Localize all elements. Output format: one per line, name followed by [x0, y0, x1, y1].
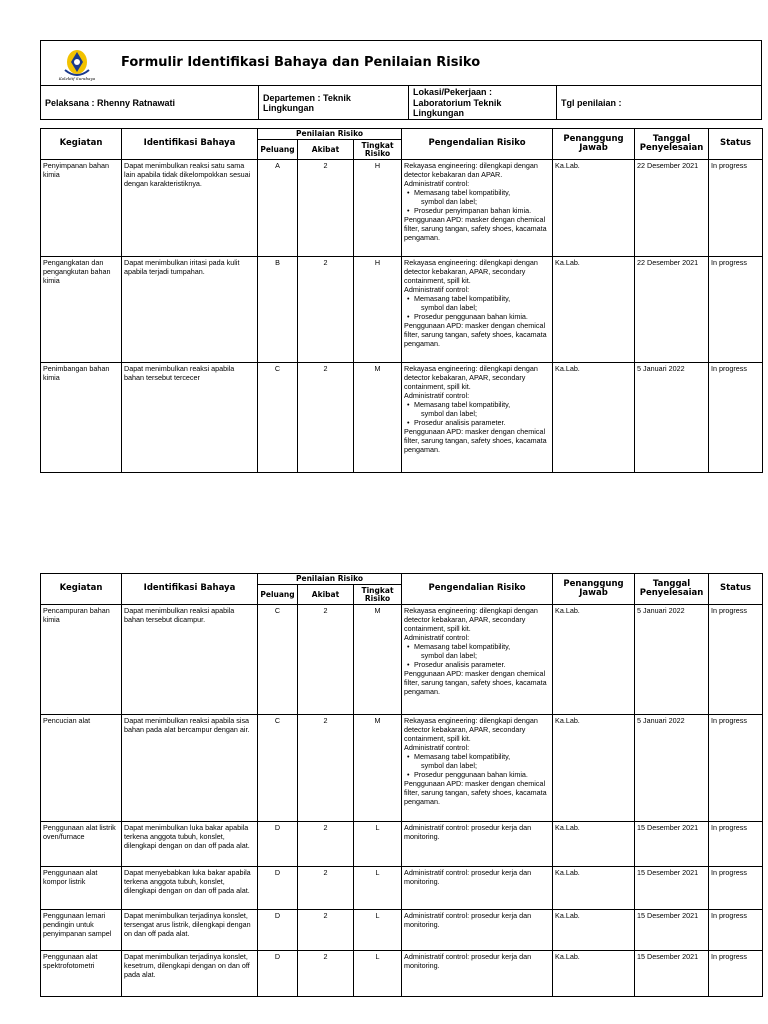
table-row	[41, 257, 763, 363]
pelaksana: Pelaksana : Rhenny Ratnawati	[41, 86, 259, 120]
col-kegiatan: Kegiatan	[41, 129, 122, 160]
cell-pj: Ka.Lab.	[553, 605, 635, 715]
cell-bahaya: Dapat menimbulkan reaksi apabila bahan tersebut tercecer	[122, 363, 258, 473]
cell-status: In progress	[709, 605, 763, 715]
cell-pengendalian	[402, 363, 553, 473]
cell-kegiatan: Penimbangan bahan kimia	[41, 363, 122, 473]
cell-status: In progress	[709, 822, 763, 867]
cell-tingkat: M	[354, 605, 402, 715]
logo-caption: Kolektif Surabaya	[58, 76, 96, 81]
table-row	[41, 951, 763, 997]
cell-pengendalian	[402, 257, 553, 363]
ctrl-engineering: Rekayasa engineering: dilengkapi dengan detector kebakaran, APAR, secondary containment, spill kit.	[404, 258, 538, 286]
cell-status: In progress	[709, 363, 763, 473]
cell-akibat: 2	[298, 160, 354, 257]
cell-kegiatan: Pencampuran bahan kimia	[41, 605, 122, 715]
ctrl-admin: Administratif control:	[404, 633, 470, 643]
form-title: Formulir Identifikasi Bahaya dan Penilaian Risiko	[121, 55, 481, 70]
cell-tingkat: H	[354, 257, 402, 363]
ctrl-engineering: Rekayasa engineering: dilengkapi dengan detector kebakaran, APAR, secondary containment, spill kit.	[404, 716, 538, 744]
cell-status: In progress	[709, 160, 763, 257]
cell-pj: Ka.Lab.	[553, 951, 635, 997]
cell-tingkat: M	[354, 363, 402, 473]
cell-pengendalian	[402, 605, 553, 715]
cell-kegiatan: Penyimpanan bahan kimia	[41, 160, 122, 257]
ctrl-bullet-cont: symbol dan label;	[421, 651, 477, 661]
cell-pj: Ka.Lab.	[553, 160, 635, 257]
cell-bahaya: Dapat menimbulkan terjadinya konslet, kesetrum, dilengkapi dengan on dan off pada alat.	[122, 951, 258, 997]
cell-bahaya: Dapat menyebabkan luka bakar apabila terkena anggota tubuh, konslet, dilengkapi dengan on dan off pada alat.	[122, 867, 258, 910]
ctrl-apd: Penggunaan APD: masker dengan chemical filter, sarung tangan, safety shoes, kacamata pengaman.	[404, 779, 547, 807]
cell-pj: Ka.Lab.	[553, 867, 635, 910]
ctrl-admin: Administratif control:	[404, 391, 470, 401]
cell-pengendalian: Administratif control: prosedur kerja dan monitoring.	[402, 822, 553, 867]
info-row	[41, 85, 761, 120]
col-status: Status	[709, 574, 763, 605]
cell-tingkat: H	[354, 160, 402, 257]
cell-peluang: C	[258, 363, 298, 473]
table-row	[41, 363, 763, 473]
cell-tingkat: L	[354, 822, 402, 867]
cell-pengendalian: Administratif control: prosedur kerja dan monitoring.	[402, 910, 553, 951]
ctrl-bullet: • Prosedur analisis parameter.	[404, 660, 550, 669]
col-status: Status	[709, 129, 763, 160]
table-row	[41, 822, 763, 867]
cell-pengendalian: Administratif control: prosedur kerja dan monitoring.	[402, 951, 553, 997]
table-row	[41, 910, 763, 951]
ctrl-bullet: • Memasang tabel kompatibility,	[404, 752, 550, 761]
cell-pengendalian: Administratif control: prosedur kerja dan monitoring.	[402, 867, 553, 910]
table-row	[41, 605, 763, 715]
cell-status: In progress	[709, 715, 763, 822]
col-penilaian: Penilaian Risiko	[258, 574, 402, 585]
table-row	[41, 867, 763, 910]
cell-bahaya: Dapat menimbulkan reaksi satu sama lain apabila tidak dikelompokkan sesuai dengan karakteristiknya.	[122, 160, 258, 257]
col-peluang: Peluang	[258, 140, 298, 160]
ctrl-bullet-cont: symbol dan label;	[421, 409, 477, 419]
col-identifikasi: Identifikasi Bahaya	[122, 129, 258, 160]
cell-akibat: 2	[298, 363, 354, 473]
form-header	[40, 40, 762, 120]
cell-kegiatan: Pengangkatan dan pengangkutan bahan kimia	[41, 257, 122, 363]
cell-bahaya: Dapat menimbulkan iritasi pada kulit apabila terjadi tumpahan.	[122, 257, 258, 363]
tgl-penilaian: Tgl penilaian :	[561, 97, 622, 108]
ctrl-bullet: • Prosedur penyimpanan bahan kimia.	[404, 206, 550, 215]
ctrl-bullet: • Prosedur penggunaan bahan kimia.	[404, 770, 550, 779]
cell-peluang: C	[258, 605, 298, 715]
cell-akibat: 2	[298, 910, 354, 951]
cell-status: In progress	[709, 951, 763, 997]
cell-tanggal: 15 Desember 2021	[635, 867, 709, 910]
cell-akibat: 2	[298, 605, 354, 715]
ctrl-bullet: • Memasang tabel kompatibility,	[404, 188, 550, 197]
cell-akibat: 2	[298, 822, 354, 867]
cell-akibat: 2	[298, 951, 354, 997]
ctrl-bullet-cont: symbol dan label;	[421, 197, 477, 207]
cell-kegiatan: Pencucian alat	[41, 715, 122, 822]
col-penilaian: Penilaian Risiko	[258, 129, 402, 140]
col-penanggung: Penanggung Jawab	[553, 574, 635, 605]
cell-pengendalian	[402, 160, 553, 257]
ctrl-bullet: • Memasang tabel kompatibility,	[404, 400, 550, 409]
cell-tingkat: L	[354, 910, 402, 951]
cell-status: In progress	[709, 257, 763, 363]
risk-table-1	[40, 128, 762, 473]
table-row	[41, 715, 763, 822]
col-identifikasi: Identifikasi Bahaya	[122, 574, 258, 605]
col-tanggal: Tanggal Penyelesaian	[635, 129, 709, 160]
ctrl-apd: Penggunaan APD: masker dengan chemical filter, sarung tangan, safety shoes, kacamata pengaman.	[404, 669, 547, 697]
cell-tanggal: 5 Januari 2022	[635, 715, 709, 822]
cell-kegiatan: Penggunaan alat kompor listrik	[41, 867, 122, 910]
ctrl-engineering: Rekayasa engineering: dilengkapi dengan detector kebakaran dan APAR.	[404, 161, 538, 180]
cell-kegiatan: Penggunaan lemari pendingin untuk penyimpanan sampel	[41, 910, 122, 951]
cell-status: In progress	[709, 867, 763, 910]
ctrl-apd: Penggunaan APD: masker dengan chemical filter, sarung tangan, safety shoes, kacamata pengaman.	[404, 427, 547, 455]
cell-bahaya: Dapat menimbulkan terjadinya konslet, tersengat arus listrik, dilengkapi dengan on dan off pada alat.	[122, 910, 258, 951]
ctrl-admin: Administratif control:	[404, 179, 470, 189]
ctrl-bullet: • Prosedur analisis parameter.	[404, 418, 550, 427]
cell-peluang: D	[258, 867, 298, 910]
cell-tanggal: 22 Desember 2021	[635, 160, 709, 257]
cell-tingkat: L	[354, 867, 402, 910]
risk-table-2	[40, 573, 762, 997]
ctrl-engineering: Rekayasa engineering: dilengkapi dengan detector kebakaran, APAR, secondary containment, spill kit.	[404, 606, 538, 634]
ctrl-apd: Penggunaan APD: masker dengan chemical filter, sarung tangan, safety shoes, kacamata pengaman.	[404, 321, 547, 349]
cell-pj: Ka.Lab.	[553, 822, 635, 867]
cell-akibat: 2	[298, 715, 354, 822]
cell-bahaya: Dapat menimbulkan reaksi apabila bahan tersebut dicampur.	[122, 605, 258, 715]
cell-peluang: A	[258, 160, 298, 257]
cell-akibat: 2	[298, 867, 354, 910]
cell-peluang: C	[258, 715, 298, 822]
ctrl-bullet-cont: symbol dan label;	[421, 761, 477, 771]
cell-kegiatan: Penggunaan alat listrik oven/furnace	[41, 822, 122, 867]
ctrl-bullet: • Memasang tabel kompatibility,	[404, 294, 550, 303]
col-penanggung: Penanggung Jawab	[553, 129, 635, 160]
cell-tingkat: L	[354, 951, 402, 997]
cell-tanggal: 5 Januari 2022	[635, 605, 709, 715]
cell-tanggal: 15 Desember 2021	[635, 822, 709, 867]
ctrl-apd: Penggunaan APD: masker dengan chemical filter, sarung tangan, safety shoes, kacamata pengaman.	[404, 215, 547, 243]
cell-tingkat: M	[354, 715, 402, 822]
cell-pengendalian	[402, 715, 553, 822]
cell-peluang: B	[258, 257, 298, 363]
col-akibat: Akibat	[298, 585, 354, 605]
col-peluang: Peluang	[258, 585, 298, 605]
ctrl-bullet: • Memasang tabel kompatibility,	[404, 642, 550, 651]
cell-pj: Ka.Lab.	[553, 715, 635, 822]
cell-tanggal: 22 Desember 2021	[635, 257, 709, 363]
ctrl-bullet-cont: symbol dan label;	[421, 303, 477, 313]
col-kegiatan: Kegiatan	[41, 574, 122, 605]
cell-akibat: 2	[298, 257, 354, 363]
cell-bahaya: Dapat menimbulkan luka bakar apabila terkena anggota tubuh, konslet, dilengkapi dengan on dan off pada alat.	[122, 822, 258, 867]
cell-pj: Ka.Lab.	[553, 257, 635, 363]
col-pengendalian: Pengendalian Risiko	[402, 129, 553, 160]
cell-pj: Ka.Lab.	[553, 910, 635, 951]
col-tingkat: Tingkat Risiko	[354, 585, 402, 605]
table-row	[41, 160, 763, 257]
cell-peluang: D	[258, 822, 298, 867]
cell-tanggal: 15 Desember 2021	[635, 951, 709, 997]
ctrl-bullet: • Prosedur penggunaan bahan kimia.	[404, 312, 550, 321]
cell-tanggal: 5 Januari 2022	[635, 363, 709, 473]
departemen: Departemen : Teknik Lingkungan	[259, 86, 409, 120]
ctrl-admin: Administratif control:	[404, 743, 470, 753]
cell-status: In progress	[709, 910, 763, 951]
cell-pj: Ka.Lab.	[553, 363, 635, 473]
cell-peluang: D	[258, 951, 298, 997]
cell-tanggal: 15 Desember 2021	[635, 910, 709, 951]
col-akibat: Akibat	[298, 140, 354, 160]
cell-peluang: D	[258, 910, 298, 951]
ctrl-admin: Administratif control:	[404, 285, 470, 295]
cell-bahaya: Dapat menimbulkan reaksi apabila sisa bahan pada alat bercampur dengan air.	[122, 715, 258, 822]
ctrl-engineering: Rekayasa engineering: dilengkapi dengan detector kebakaran, APAR, secondary containment, spill kit.	[404, 364, 538, 392]
col-tingkat: Tingkat Risiko	[354, 140, 402, 160]
col-pengendalian: Pengendalian Risiko	[402, 574, 553, 605]
lokasi-pekerjaan: Lokasi/Pekerjaan : Laboratorium Teknik Lingkungan	[409, 86, 557, 120]
cell-kegiatan: Penggunaan alat spektrofotometri	[41, 951, 122, 997]
col-tanggal: Tanggal Penyelesaian	[635, 574, 709, 605]
